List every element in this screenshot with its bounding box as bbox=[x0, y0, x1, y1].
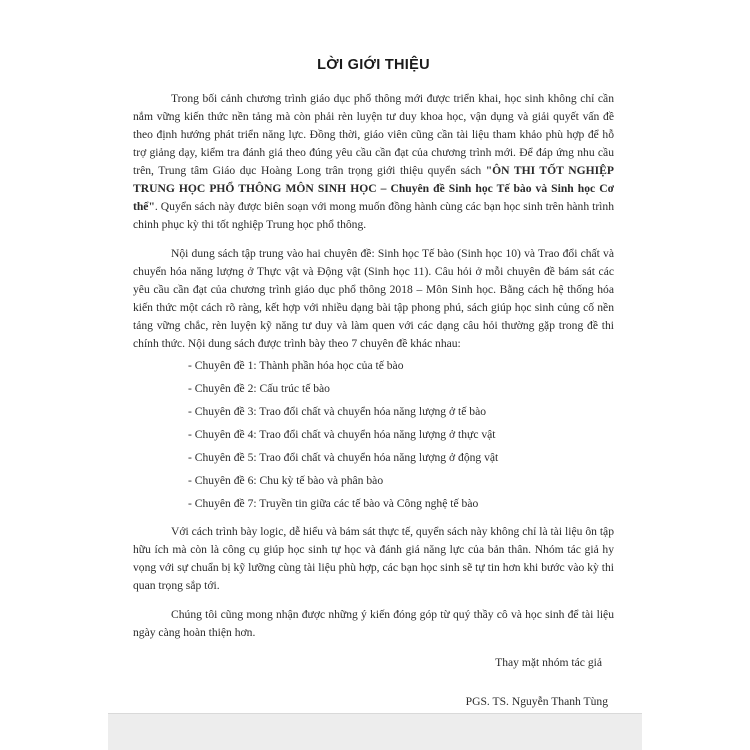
topic-item-4: - Chuyên đề 4: Trao đổi chất và chuyển hóa năng lượng ở thực vật bbox=[188, 428, 496, 441]
page-content bbox=[133, 56, 614, 711]
topic-item-2: - Chuyên đề 2: Cấu trúc tế bào bbox=[188, 382, 330, 395]
author-name: PGS. TS. Nguyễn Thanh Tùng bbox=[465, 695, 608, 708]
book-title: "ÔN THI TỐT NGHIỆP TRUNG HỌC PHỔ THÔNG MÔN SINH HỌC – Chuyên đề Sinh học Tế bào và Sinh học Cơ thể" bbox=[133, 164, 614, 213]
next-page-edge bbox=[108, 714, 642, 750]
summary-paragraph: Với cách trình bày logic, dễ hiểu và bám sát thực tế, quyển sách này không chỉ là tài liệu ôn tập hữu ích mà còn là công cụ giúp học sinh tự học và đánh giá năng lực của bản thân. Nhóm tác giả hy vọng với sự chuẩn bị kỹ lưỡng cùng tài liệu phù hợp, các bạn học sinh sẽ tự tin hơn khi bước vào kỳ thi quan trọng sắp tới. bbox=[133, 525, 614, 592]
feedback-paragraph: Chúng tôi cũng mong nhận được những ý kiến đóng góp từ quý thầy cô và học sinh để tài liệu ngày càng hoàn thiện hơn. bbox=[133, 608, 614, 639]
intro-text: Trong bối cảnh chương trình giáo dục phổ thông mới được triển khai, học sinh không chỉ cần nắm vững kiến thức nền tảng mà còn phải rèn luyện tư duy khoa học, vận dụng và giải quyết vấn đề theo định hướng phát triển năng lực. Đồng thời, giáo viên cũng cần tài liệu tham khảo phù hợp để hỗ trợ giảng dạy, kiểm tra đánh giá theo đúng yêu cầu cần đạt của chương trình mới. Để đáp ứng nhu cầu trên, Trung tâm Giáo dục Hoàng Long trân trọng giới thiệu quyển sách bbox=[133, 92, 614, 177]
signature-line: Thay mặt nhóm tác giả bbox=[495, 656, 602, 669]
intro-text-end: . Quyển sách này được biên soạn với mong muốn đồng hành cùng các bạn học sinh trên hành trình chinh phục kỳ thi tốt nghiệp Trung học phổ thông. bbox=[133, 200, 614, 231]
topic-item-1: - Chuyên đề 1: Thành phần hóa học của tế bào bbox=[188, 359, 404, 372]
topic-item-7: - Chuyên đề 7: Truyền tin giữa các tế bào và Công nghệ tế bào bbox=[188, 497, 479, 510]
topic-item-6: - Chuyên đề 6: Chu kỳ tế bào và phân bào bbox=[188, 474, 384, 487]
page-title: LỜI GIỚI THIỆU bbox=[317, 57, 430, 73]
topic-item-5: - Chuyên đề 5: Trao đổi chất và chuyển hóa năng lượng ở động vật bbox=[188, 451, 499, 464]
content-paragraph: Nội dung sách tập trung vào hai chuyên đề: Sinh học Tế bào (Sinh học 10) và Trao đổi chất và chuyển hóa năng lượng ở Thực vật và Động vật (Sinh học 11). Câu hỏi ở mỗi chuyên đề bám sát các yêu cầu cần đạt của chương trình giáo dục phổ thông 2018 – Môn Sinh học. Bằng cách hệ thống hóa kiến thức một cách rõ ràng, kết hợp với nhiều dạng bài tập phong phú, sách giúp học sinh củng cố nền tảng vững chắc, rèn luyện kỹ năng tư duy và làm quen với các dạng câu hỏi thường gặp trong đề thi chính thức. Nội dung sách được trình bày theo 7 chuyên đề khác nhau: bbox=[133, 247, 614, 350]
topic-item-3: - Chuyên đề 3: Trao đổi chất và chuyển hóa năng lượng ở tế bào bbox=[188, 405, 487, 418]
intro-paragraph bbox=[133, 90, 614, 234]
topic-list bbox=[133, 358, 614, 512]
